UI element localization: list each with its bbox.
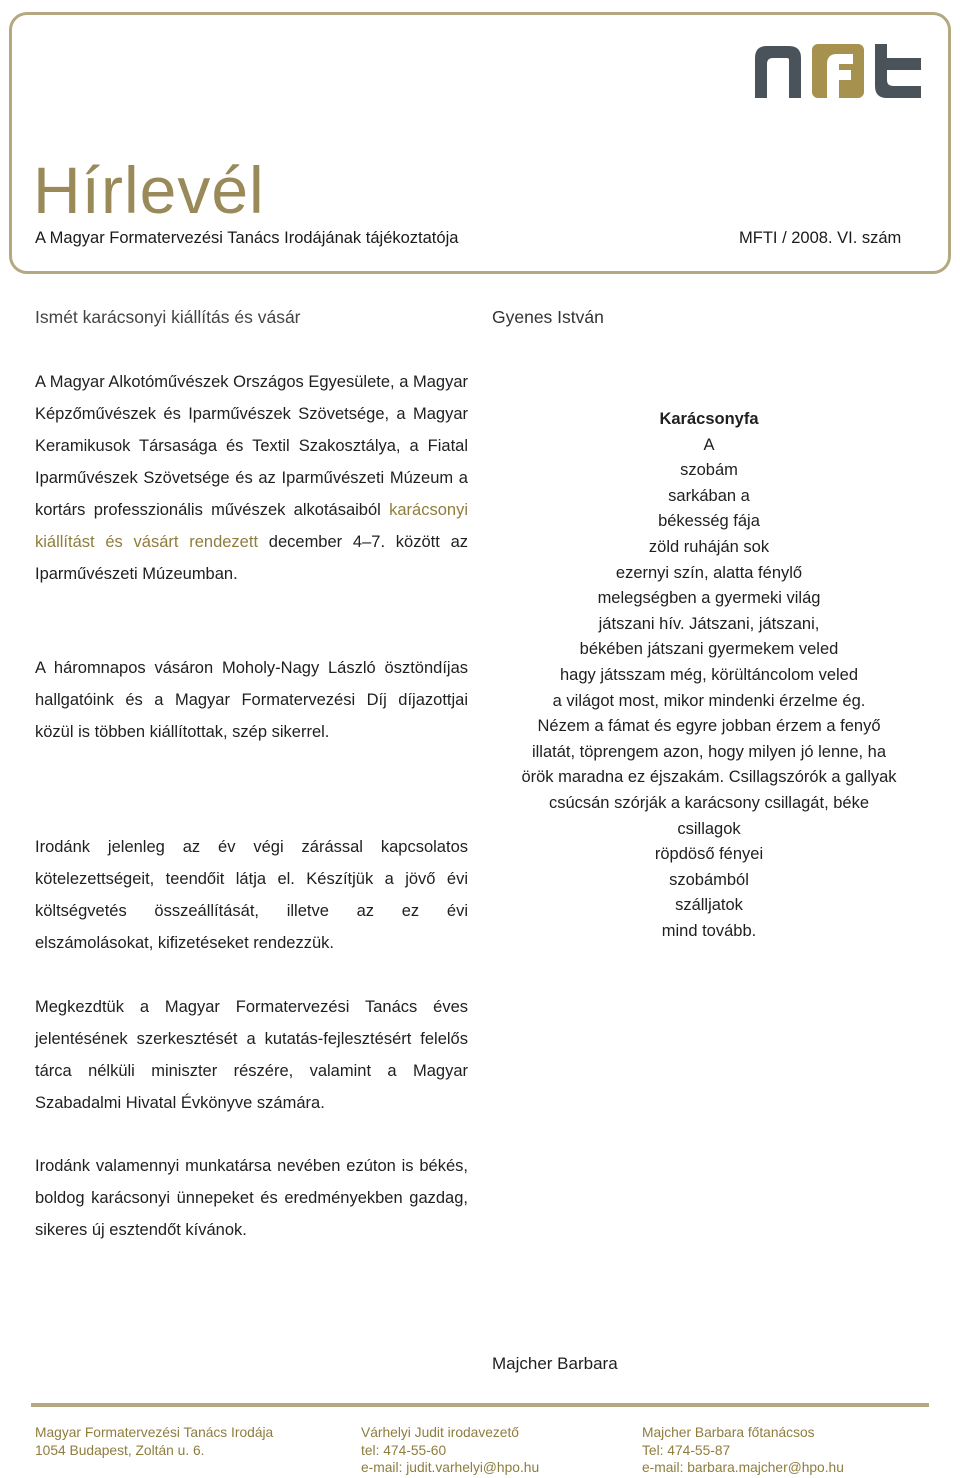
poem-line: röpdöső fényei bbox=[654, 845, 764, 864]
poem-line: A bbox=[703, 435, 715, 454]
paragraph-1 bbox=[35, 366, 468, 590]
poem-line: csillagok bbox=[677, 819, 741, 838]
paragraph-4: Megkezdtük a Magyar Formatervezési Tanács éves jelentésének szerkesztését a kutatás-fejlesztésért felelős tárca nélküli miniszter részére, valamint a Magyar Szabadalmi Hivatal Évkönyve számára. bbox=[35, 998, 468, 1112]
article-author: Gyenes István bbox=[492, 307, 604, 327]
poem-line: hagy játsszam még, körültáncolom veled bbox=[559, 665, 859, 684]
poem-line: csúcsán szórják a karácsony csillagát, béke bbox=[548, 793, 870, 812]
poem-line: sarkában a bbox=[668, 486, 750, 505]
logo-letter-t bbox=[875, 44, 921, 98]
footer-contact-name: Majcher Barbara főtanácsos bbox=[642, 1425, 815, 1440]
footer-contact-majcher bbox=[642, 1424, 844, 1477]
paragraph-5: Irodánk valamennyi munkatársa nevében ezúton is békés, boldog karácsonyi ünnepeket és eredményekben gazdag, sikeres új esztendőt kívánok. bbox=[35, 1157, 468, 1239]
exhibition-highlight: karácsonyi kiállítást és vásárt rendezett bbox=[35, 501, 468, 551]
footer-office-address: 1054 Budapest, Zoltán u. 6. bbox=[35, 1442, 205, 1458]
poem-line: békében játszani gyermekem veled bbox=[579, 640, 839, 659]
footer-office bbox=[35, 1424, 273, 1459]
paragraph-1-text-a: A Magyar Alkotóművészek Országos Egyesülete, a Magyar Képzőművészek és Iparművészek Szövetsége, a Magyar Keramikusok Társasága és Textil Szakosztálya, a Fiatal Iparművészek Szövetsége és az Iparművészeti Múzeum a kortárs professzionális művészek alkotásaiból bbox=[35, 373, 468, 519]
poem-line: örök maradna ez éjszakám. Csillagszórók a gallyak bbox=[521, 768, 897, 787]
newsletter-title: Hírlevél bbox=[33, 153, 265, 227]
poem-line: játszani hív. Játszani, játszani, bbox=[598, 614, 820, 633]
footer-contact-name: Várhelyi Judit irodavezető bbox=[361, 1425, 519, 1440]
paragraph-2: A háromnapos vásáron Moholy-Nagy László ösztöndíjas hallgatóink és a Magyar Formatervezési Díj díjazottjai közül is többen kiállítottak, szép sikerrel. bbox=[35, 659, 468, 741]
footer-office-name: Magyar Formatervezési Tanács Irodája bbox=[35, 1425, 274, 1440]
poem-line: zöld ruháján sok bbox=[648, 537, 770, 556]
poem-line: mind tovább. bbox=[661, 921, 757, 940]
paragraph-3: Irodánk jelenleg az év végi zárással kapcsolatos kötelezettségeit, teendőit látja el. Készítjük a jövő évi költségvetés összeállítását, illetve az ez évi elszámolásokat, kifizetéseket rendezzük. bbox=[35, 838, 468, 952]
footer-contact-email[interactable]: e-mail: judit.varhelyi@hpo.hu bbox=[361, 1460, 540, 1475]
signature: Majcher Barbara bbox=[492, 1354, 618, 1373]
footer-contact-email[interactable]: e-mail: barbara.majcher@hpo.hu bbox=[642, 1460, 844, 1475]
poem-line: szálljatok bbox=[675, 896, 743, 915]
poem-line: békesség fája bbox=[658, 512, 760, 531]
paragraph-1-text-b: december 4–7. között az Iparművészeti Múzeumban. bbox=[35, 533, 468, 583]
poem bbox=[497, 407, 921, 944]
poem-line: melegségben a gyermeki világ bbox=[597, 589, 821, 608]
footer-contact-phone: Tel: 474-55-87 bbox=[642, 1442, 731, 1458]
issue-number: MFTI / 2008. VI. szám bbox=[739, 229, 902, 247]
footer-divider bbox=[31, 1403, 929, 1407]
newsletter-subtitle: A Magyar Formatervezési Tanács Irodájának tájékoztatója bbox=[35, 229, 459, 247]
poem-line: Nézem a fámat és egyre jobban érzem a fenyő bbox=[537, 717, 881, 736]
article-title: Ismét karácsonyi kiállítás és vásár bbox=[35, 307, 301, 327]
footer-contact-varhelyi bbox=[361, 1424, 539, 1477]
logo-letter-n bbox=[755, 46, 801, 98]
mft-logo bbox=[753, 44, 923, 98]
poem-line: szobámból bbox=[669, 870, 749, 889]
poem-line: ezernyi szín, alatta fénylő bbox=[615, 563, 803, 582]
footer-contact-phone: tel: 474-55-60 bbox=[361, 1442, 447, 1458]
poem-line: szobám bbox=[680, 461, 738, 480]
poem-line: a világot most, mikor mindenki érzelme ég. bbox=[552, 691, 866, 710]
poem-line: illatát, töprengem azon, hogy milyen jó lenne, ha bbox=[531, 742, 887, 761]
poem-title: Karácsonyfa bbox=[659, 410, 759, 428]
